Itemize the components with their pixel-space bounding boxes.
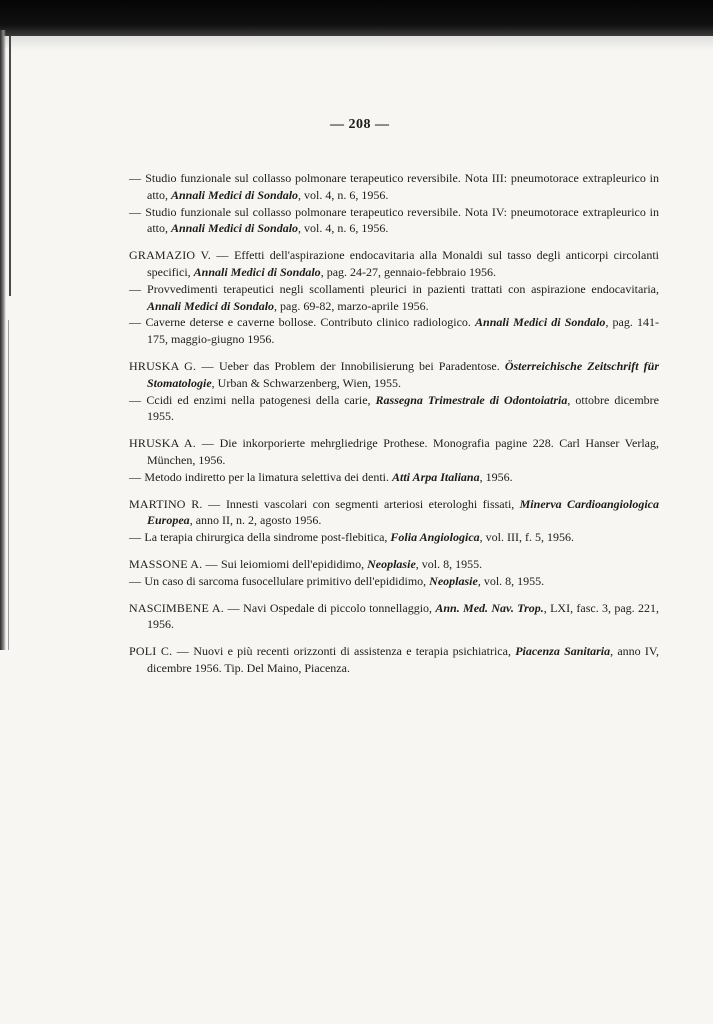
entry-author: POLI C. — bbox=[129, 644, 194, 659]
entry-dash: — bbox=[129, 530, 145, 545]
bibliography-entry bbox=[129, 358, 659, 392]
entry-details: , vol. 8, 1955. bbox=[415, 556, 483, 571]
scan-binding-line bbox=[9, 36, 11, 296]
page-number: — 208 — bbox=[330, 117, 390, 132]
bibliography-entry bbox=[129, 247, 659, 281]
entry-dash: — bbox=[129, 469, 145, 484]
entry-author: NASCIMBENE A. — bbox=[129, 600, 244, 615]
bibliography-entry bbox=[129, 204, 659, 238]
entry-title: Sui leiomiomi dell'epididimo, bbox=[220, 556, 368, 571]
scan-left-border bbox=[0, 30, 6, 650]
entry-details: , pag. 24-27, gennaio-febbraio 1956. bbox=[320, 264, 496, 279]
entry-title: Studio funzionale sul collasso polmonare terapeutico reversibile. Nota IV: pneumotorace extrapleurico in atto, bbox=[145, 204, 659, 236]
entry-dash: — bbox=[129, 573, 145, 588]
entry-author: HRUSKA G. — bbox=[129, 358, 219, 373]
entry-title: Metodo indiretto per la limatura selettiva dei denti. bbox=[144, 469, 392, 484]
entry-journal: Österreichische Zeitschrift für Stomatologie bbox=[147, 358, 660, 390]
entry-journal: Piacenza Sanitaria bbox=[515, 644, 611, 659]
bibliography-entry bbox=[129, 314, 659, 348]
entry-details: , anno II, n. 2, agosto 1956. bbox=[189, 513, 322, 528]
bibliography-entry bbox=[129, 435, 659, 469]
bibliography-entry bbox=[129, 392, 659, 426]
bibliography-entry bbox=[129, 556, 659, 573]
entry-author: HRUSKA A. — bbox=[129, 436, 220, 451]
bibliography-entry bbox=[129, 469, 659, 486]
entry-dash: — bbox=[129, 281, 148, 296]
entry-journal: Annali Medici di Sondalo bbox=[171, 221, 299, 236]
entry-title: Studio funzionale sul collasso polmonare terapeutico reversibile. Nota III: pneumotorace extrapleurico in atto, bbox=[145, 171, 659, 202]
entry-details: , LXI, fasc. 3, pag. 221, 1956. bbox=[147, 600, 659, 632]
entry-dash: — bbox=[129, 392, 147, 407]
scan-top-shadow bbox=[0, 36, 713, 50]
entry-details: , pag. 69-82, marzo-aprile 1956. bbox=[274, 298, 429, 313]
entry-title: Ccidi ed enzimi nella patogenesi della carie, bbox=[146, 392, 376, 407]
entry-journal: Rassegna Trimestrale di Odontoiatria bbox=[375, 392, 568, 407]
entry-dash: — bbox=[129, 171, 146, 185]
entry-title: Innesti vascolari con segmenti arteriosi eterologhi fissati, bbox=[225, 496, 520, 511]
scan-top-border bbox=[0, 0, 713, 36]
entry-title: Ueber das Problem der Innobilisierung bei Paradentose. bbox=[219, 358, 505, 373]
entry-details: , ottobre dicembre 1955. bbox=[147, 392, 659, 424]
entry-title: Die inkorporierte mehrgliedrige Prothese. Monografia pagine 228. Carl Hanser Verlag, München, 1956. bbox=[147, 436, 659, 467]
entry-author: GRAMAZIO V. — bbox=[129, 248, 235, 263]
entry-journal: Neoplasie bbox=[429, 573, 478, 588]
entry-journal: Ann. Med. Nav. Trop. bbox=[435, 600, 544, 615]
entry-details: , pag. 141-175, maggio-giugno 1956. bbox=[147, 315, 659, 347]
bibliography-entry bbox=[129, 529, 659, 546]
entry-details: , anno IV, dicembre 1956. Tip. Del Maino, Piacenza. bbox=[147, 644, 660, 675]
entry-details: , vol. 4, n. 6, 1956. bbox=[298, 221, 389, 236]
entry-journal: Annali Medici di Sondalo bbox=[171, 187, 299, 202]
entry-details: , vol. 8, 1955. bbox=[477, 573, 545, 588]
entry-details: , vol. III, f. 5, 1956. bbox=[479, 530, 574, 545]
entry-journal: Neoplasie bbox=[367, 556, 416, 571]
entry-journal: Folia Angiologica bbox=[390, 530, 480, 545]
entry-journal: Annali Medici di Sondalo bbox=[147, 298, 275, 313]
entry-title: Nuovi e più recenti orizzonti di assistenza e terapia psichiatrica, bbox=[193, 644, 516, 659]
scan-binding-line-lower bbox=[8, 320, 9, 650]
entry-journal: Annali Medici di Sondalo bbox=[193, 264, 321, 279]
bibliography-entry bbox=[129, 281, 659, 315]
entry-journal: Annali Medici di Sondalo bbox=[475, 315, 606, 330]
entry-title: La terapia chirurgica della sindrome post-flebitica, bbox=[144, 530, 391, 545]
entry-details: , Urban & Schwarzenberg, Wien, 1955. bbox=[211, 375, 402, 390]
entry-author: MARTINO R. — bbox=[129, 496, 226, 511]
bibliography-entry bbox=[129, 496, 659, 530]
bibliography-list bbox=[129, 170, 659, 677]
entry-title: Caverne deterse e caverne bollose. Contributo clinico radiologico. bbox=[145, 315, 476, 330]
entry-title: Provvedimenti terapeutici negli scollamenti pleurici in pazienti trattati con aspirazione endocavitaria, bbox=[147, 281, 659, 296]
entry-author: MASSONE A. — bbox=[129, 556, 221, 571]
bibliography-entry bbox=[129, 170, 659, 204]
bibliography-entry bbox=[129, 600, 659, 634]
entry-journal: Atti Arpa Italiana bbox=[392, 469, 480, 484]
entry-details: , 1956. bbox=[479, 469, 513, 484]
bibliography-entry bbox=[129, 643, 659, 677]
entry-dash: — bbox=[129, 204, 146, 219]
entry-title: Navi Ospedale di piccolo tonnellaggio, bbox=[243, 600, 436, 615]
bibliography-entry bbox=[129, 573, 659, 590]
entry-dash: — bbox=[129, 315, 146, 330]
entry-title: Un caso di sarcoma fusocellulare primitivo dell'epididimo, bbox=[144, 573, 430, 588]
entry-journal: Minerva Cardioangiologica Europea bbox=[147, 496, 659, 528]
entry-title: Effetti dell'aspirazione endocavitaria alla Monaldi sul tasso degli anticorpi circolanti specifici, bbox=[147, 248, 659, 279]
entry-details: , vol. 4, n. 6, 1956. bbox=[298, 187, 389, 202]
